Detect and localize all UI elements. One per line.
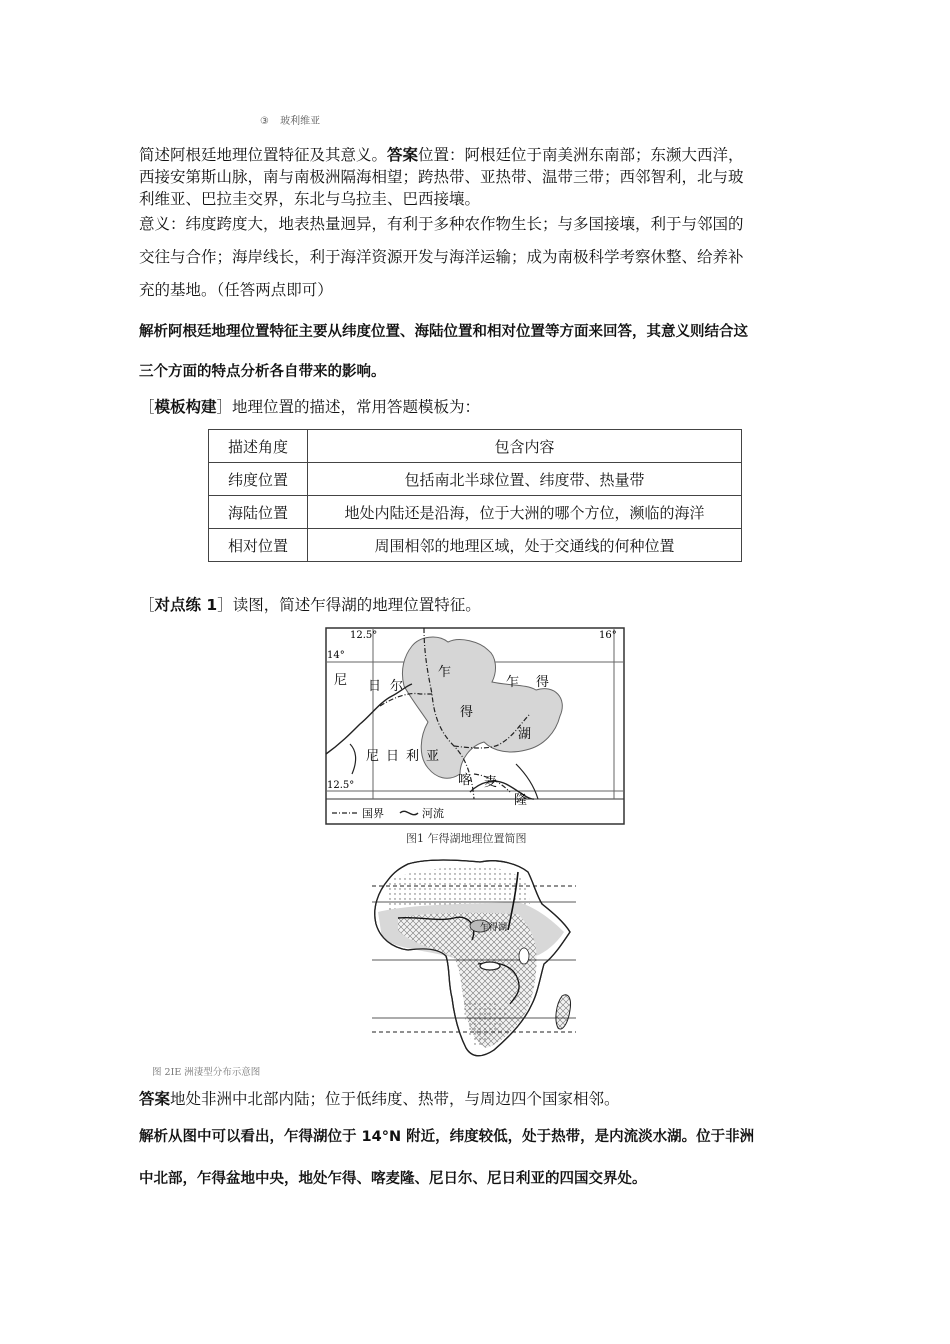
meaning-line-3: 充的基地。（任答两点即可） — [139, 281, 333, 299]
legend-river-label: 河流 — [422, 807, 444, 820]
answer-line-3: 利维亚、巴拉圭交界，东北与乌拉圭、巴西接壤。 — [139, 190, 481, 208]
practice-analysis-tag: 解析 — [139, 1129, 168, 1145]
bracket-open: ［ — [139, 596, 155, 614]
question-line-1 — [139, 144, 819, 166]
bracket-close: ］ — [217, 596, 233, 614]
question-prompt: 简述阿根廷地理位置特征及其意义。 — [139, 146, 388, 164]
map-label-zha: 乍 — [438, 665, 452, 680]
template-tag: 模板构建 — [154, 398, 217, 416]
map-label-mai: 麦 — [484, 775, 498, 790]
practice-answer — [139, 1088, 819, 1110]
practice-heading — [139, 594, 481, 616]
practice-answer-text: 地处非洲中北部内陆；位于低纬度、热带，与周边四个国家相邻。 — [170, 1090, 620, 1108]
lon-right-label: 16° — [599, 630, 617, 641]
map-label-nigeria-li: 利 — [406, 749, 420, 764]
table-row — [209, 529, 742, 562]
map-label-nigeria-ni: 尼 — [366, 749, 380, 764]
legend-border-label: 国界 — [362, 807, 384, 820]
template-heading — [139, 396, 480, 418]
map-label-long: 隆 — [514, 793, 528, 808]
analysis-tag: 解析 — [139, 324, 168, 340]
practice-prompt: 读图，简述乍得湖的地理位置特征。 — [232, 596, 481, 614]
map-label-hu: 湖 — [518, 727, 532, 742]
meaning-paragraph — [139, 208, 819, 307]
map-label-nigeria-ya: 亚 — [426, 749, 440, 764]
template-intro: 地理位置的描述，常用答题模板为： — [232, 398, 481, 416]
table-header-row — [209, 430, 742, 463]
map-label-ri: 日 — [368, 679, 382, 694]
table-cell: 海陆位置 — [209, 496, 308, 529]
table-row — [209, 496, 742, 529]
analysis-paragraph — [139, 312, 829, 392]
practice-analysis — [139, 1116, 829, 1200]
table-header-cell: 包含内容 — [308, 430, 742, 463]
lon-left-label: 12.5° — [350, 630, 378, 641]
answer-tag: 答案 — [387, 146, 419, 164]
table-cell: 周围相邻的地理区域，处于交通线的何种位置 — [308, 529, 742, 562]
lat-bottom-label: 12.5° — [327, 780, 355, 791]
answer-line-1: 位置：阿根廷位于南美洲东南部；东濒大西洋， — [418, 146, 744, 164]
meaning-line-2: 交往与合作；海岸线长，利于海洋资源开发与海洋运输；成为南极科学考察休整、给养补 — [139, 248, 744, 266]
top-note — [260, 112, 320, 127]
bracket-open: ［ — [139, 398, 155, 416]
lake-chad-location-map — [320, 624, 630, 828]
practice-tag: 对点练 1 — [154, 596, 218, 614]
bracket-close: ］ — [216, 398, 233, 416]
circled-number: ③ — [260, 116, 269, 127]
meaning-line-1: 意义：纬度跨度大，地表热量迥异，有利于多种农作物生长；与多国接壤，利于与邻国的 — [139, 215, 744, 233]
map-label-ni: 尼 — [334, 673, 348, 688]
practice-answer-tag: 答案 — [139, 1090, 171, 1108]
analysis-text-1: 阿根廷地理位置特征主要从纬度位置、海陆位置和相对位置等方面来回答，其意义则结合这 — [168, 324, 748, 340]
practice-analysis-line-1 — [139, 1116, 829, 1158]
map1-caption: 图1 乍得湖地理位置简图 — [406, 832, 527, 845]
lat-top-label: 14° — [327, 650, 345, 661]
map-label-chad-de: 得 — [536, 675, 550, 690]
table-cell: 包括南北半球位置、纬度带、热量带 — [308, 463, 742, 496]
practice-analysis-line-2: 中北部，乍得盆地中央，地处乍得、喀麦隆、尼日尔、尼日利亚的四国交界处。 — [139, 1171, 647, 1187]
table-cell: 相对位置 — [209, 529, 308, 562]
answer-line-2: 西接安第斯山脉，南与南极洲隔海相望；跨热带、亚热带、温带三带；西邻智利，北与玻 — [139, 168, 744, 186]
map-label-chad-zha: 乍 — [506, 675, 520, 690]
analysis-line-2: 三个方面的特点分析各自带来的影响。 — [139, 364, 386, 380]
map2-caption: 图 2IE 洲淒型分布示意图 — [152, 1067, 261, 1078]
table-row — [209, 463, 742, 496]
analysis-line-1 — [139, 312, 829, 352]
practice-analysis-text-1: 从图中可以看出，乍得湖位于 14°N 附近，纬度较低，处于热带，是内流淡水湖。位于非洲 — [168, 1129, 755, 1145]
top-note-text: 玻利维亚 — [280, 116, 321, 127]
map-label-nigeria-ri: 日 — [386, 749, 400, 764]
table-cell: 纬度位置 — [209, 463, 308, 496]
table-header-cell: 描述角度 — [209, 430, 308, 463]
map-label-ka: 喀 — [458, 773, 472, 788]
template-table — [208, 429, 742, 562]
madagascar-shape — [556, 995, 571, 1029]
lake-chad-label: 乍得湖 — [480, 923, 508, 933]
map-label-er: 尔 — [390, 679, 404, 694]
table-cell: 地处内陆还是沿海，位于大洲的哪个方位，濒临的海洋 — [308, 496, 742, 529]
map-label-de: 得 — [460, 705, 474, 720]
africa-lake-type-map — [368, 852, 580, 1064]
question-paragraph — [139, 144, 819, 210]
